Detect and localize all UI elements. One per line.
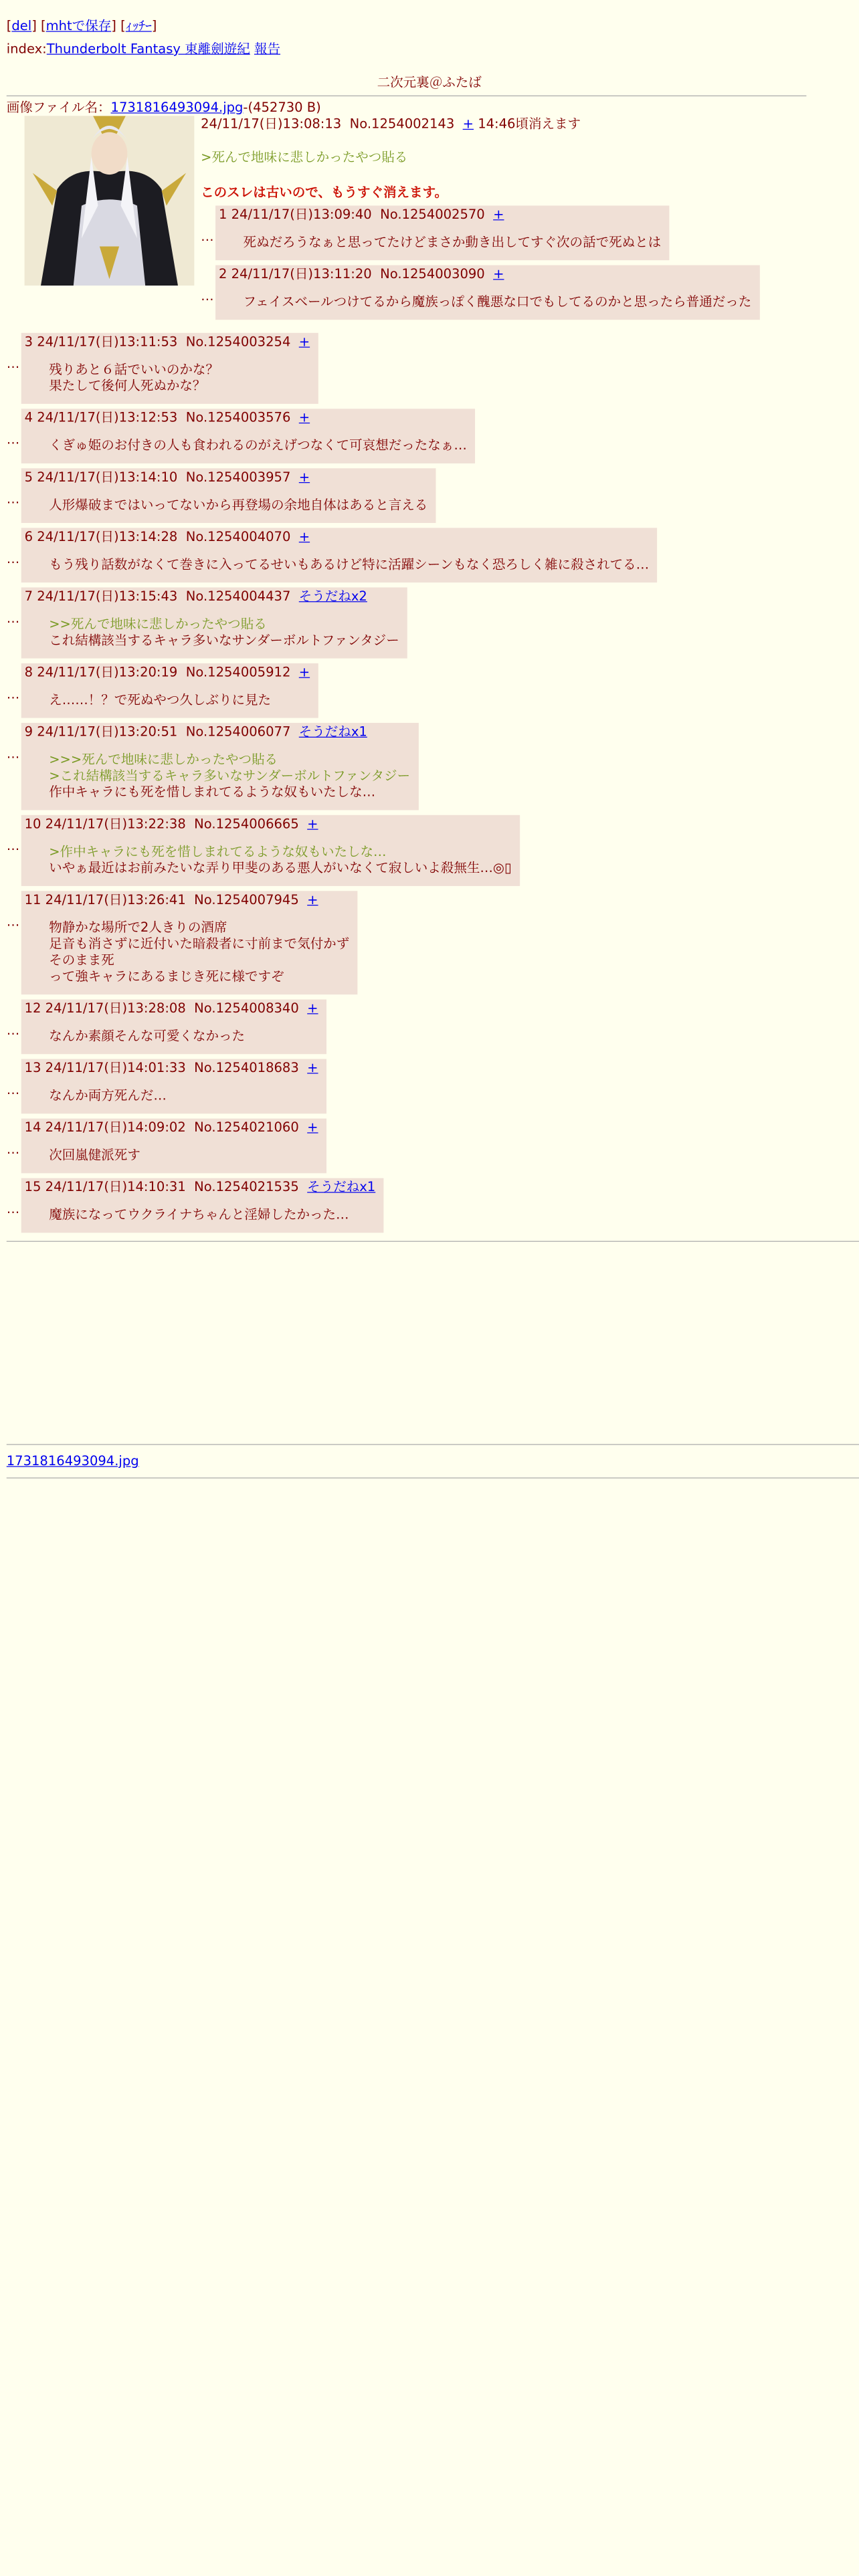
reply-body: [244, 294, 752, 310]
sodane-button[interactable]: +: [307, 891, 318, 907]
reply-body: [49, 920, 349, 985]
reply-row: [201, 205, 852, 260]
reply-post-number: No.1254004437: [185, 588, 291, 604]
reply-post-number: No.1254003254: [185, 333, 291, 350]
reply-number: 11: [24, 891, 41, 907]
reply-body: [49, 1206, 375, 1222]
quote-line: >>>死んで地味に悲しかったやつ貼る: [49, 751, 278, 767]
reply-dots: …: [6, 746, 20, 762]
reply-post-number: No.1254021535: [194, 1178, 299, 1195]
reply-body: [49, 556, 649, 572]
reply-date: 24/11/17(日)14:01:33: [45, 1059, 186, 1075]
sodane-button[interactable]: +: [493, 265, 504, 282]
op-header: [201, 116, 852, 132]
reply-body: [49, 1028, 318, 1044]
reply-header: [25, 1179, 376, 1195]
reply-post-number: No.1254008340: [194, 1000, 299, 1016]
ad-space: [7, 1242, 852, 1436]
reply-header: [25, 724, 410, 740]
reply-number: 10: [24, 816, 41, 832]
sodane-button[interactable]: +: [298, 469, 310, 485]
reply-dots: …: [6, 355, 20, 372]
reply-date: 24/11/17(日)13:28:08: [45, 1000, 186, 1016]
quote-line: >作中キャラにも死を惜しまれてるような奴もいたしな…: [49, 843, 387, 859]
reply-dots: …: [201, 288, 214, 304]
reply-body: [49, 497, 427, 513]
reply-row: [7, 723, 852, 811]
text-line: もう残り話数がなくて巻きに入ってるせいもあるけど特に活躍シーンもなく恐ろしく雑に殺されてる…: [49, 556, 650, 572]
reply-post: [21, 409, 475, 463]
sodane-button[interactable]: +: [298, 528, 310, 544]
sodane-button[interactable]: +: [307, 1059, 318, 1075]
reply-row: [7, 1059, 852, 1114]
reply-post: [21, 723, 419, 811]
reply-post: [21, 587, 407, 658]
text-line: 死ぬだろうなぁと思ってたけどまさか動き出してすぐ次の話で死ぬとは: [243, 234, 662, 250]
reply-dots: …: [6, 686, 20, 702]
reply-row: [7, 663, 852, 718]
reply-body: [49, 752, 410, 800]
reply-post-number: No.1254007945: [194, 891, 299, 907]
reply-date: 24/11/17(日)13:09:40: [231, 206, 372, 222]
file-info: [7, 100, 852, 116]
sodane-button[interactable]: +: [493, 206, 504, 222]
text-line: なんか両方死んだ…: [49, 1087, 167, 1103]
op-sodane-button[interactable]: +: [462, 116, 474, 132]
op-date: 24/11/17(日)13:08:13: [201, 116, 342, 132]
reply-body: [244, 234, 662, 250]
sodane-button[interactable]: +: [307, 816, 318, 832]
quote-line: >これ結構該当するキャラ多いなサンダーボルトファンタジー: [49, 768, 411, 784]
reply-number: 8: [24, 664, 33, 680]
sodane-button[interactable]: +: [307, 1119, 318, 1136]
reply-number: 14: [24, 1119, 41, 1136]
reply-row: [7, 1178, 852, 1233]
reply-date: 24/11/17(日)14:10:31: [45, 1178, 186, 1195]
reply-row: [201, 265, 852, 320]
sodane-button[interactable]: そうだねx2: [298, 588, 367, 604]
tweet-link[interactable]: ｨｯﾁｰ: [125, 17, 152, 34]
reply-header: [25, 1060, 318, 1076]
reply-post-number: No.1254002570: [380, 206, 485, 222]
reply-post: [21, 1000, 326, 1055]
reply-number: 9: [24, 724, 33, 740]
reply-header: [25, 469, 428, 486]
reply-body: [49, 1087, 318, 1103]
reply-dots: …: [201, 228, 214, 244]
text-line: 残りあと６話でいいのかな？: [49, 361, 219, 377]
reply-post: [21, 1059, 326, 1114]
reply-dots: …: [6, 491, 20, 507]
op-number: No.1254002143: [349, 116, 455, 132]
reply-date: 24/11/17(日)13:11:53: [37, 333, 178, 350]
reply-date: 24/11/17(日)14:09:02: [45, 1119, 186, 1136]
text-line: 足音も消さずに近付いた暗殺者に寸前まで気付かず: [49, 936, 350, 952]
reply-header: [25, 1000, 318, 1016]
sodane-button[interactable]: +: [298, 333, 310, 350]
top-nav: [del] [mhtで保存] [ｨｯﾁｰ]: [6, 17, 157, 34]
op-post: [7, 116, 852, 328]
reply-number: 4: [24, 409, 33, 425]
reply-post: [21, 815, 520, 886]
del-link[interactable]: del: [11, 17, 32, 34]
reply-header: [219, 266, 751, 282]
op-side-replies: [201, 205, 852, 320]
text-line: 果たして後何人死ぬかな？: [49, 377, 206, 394]
reply-header: [25, 1119, 318, 1136]
reply-date: 24/11/17(日)13:20:51: [37, 724, 178, 740]
op-quote: >死んで地味に悲しかったやつ貼る: [201, 149, 408, 165]
text-line: 魔族になってウクライナちゃんと淫婦したかった…: [49, 1206, 349, 1222]
reply-number: 12: [24, 1000, 41, 1016]
reply-row: [7, 333, 852, 404]
reply-list: [7, 333, 852, 1233]
reply-body: [49, 361, 310, 394]
op-body: [201, 116, 852, 320]
reply-post-number: No.1254018683: [194, 1059, 299, 1075]
reply-post: [215, 205, 669, 260]
reply-dots: …: [6, 1141, 20, 1157]
text-line: 人形爆破まではいってないから再登場の余地自体はあると言える: [49, 496, 428, 513]
file-size: -(452730 B): [243, 99, 321, 116]
character-image-icon: [25, 116, 195, 286]
text-line: これ結構該当するキャラ多いなサンダーボルトファンタジー: [49, 632, 399, 648]
reply-post-number: No.1254003090: [380, 265, 485, 282]
sodane-button[interactable]: +: [298, 409, 310, 425]
text-line: え……！？で死ぬやつ久しぶりに見た: [49, 691, 272, 708]
reply-header: [25, 409, 467, 425]
reply-row: [7, 468, 852, 523]
op-expire: 14:46頃消えます: [478, 116, 581, 132]
reply-row: [7, 409, 852, 463]
text-line: いやぁ最近はお前みたいな弄り甲斐のある悪人がいなくて寂しいよ殺無生…◎▯: [49, 859, 512, 876]
reply-body: [49, 1147, 318, 1163]
reply-post-number: No.1254006077: [185, 724, 291, 740]
reply-post-number: No.1254003957: [185, 469, 291, 485]
board-title: 二次元裏＠ふたば: [377, 74, 482, 90]
reply-header: [219, 207, 661, 223]
reply-body: [49, 692, 310, 708]
index-label: index:: [6, 41, 47, 57]
reply-post: [21, 528, 658, 582]
reply-dots: …: [6, 610, 20, 626]
reply-date: 24/11/17(日)13:12:53: [37, 409, 178, 425]
reply-row: [7, 891, 852, 994]
reply-post: [21, 1178, 384, 1233]
footer-divider-3: [7, 1477, 859, 1478]
reply-date: 24/11/17(日)13:14:10: [37, 469, 178, 485]
reply-dots: …: [6, 1200, 20, 1217]
reply-post-number: No.1254003576: [185, 409, 291, 425]
text-line: そのまま死: [49, 952, 114, 968]
sodane-button[interactable]: そうだねx1: [307, 1178, 376, 1195]
text-line: くぎゅ姫のお付きの人も食われるのがえげつなくて可哀想だったなぁ…: [49, 437, 467, 453]
reply-header: [25, 529, 650, 545]
index-thread-link[interactable]: Thunderbolt Fantasy 東離劍遊紀: [46, 41, 250, 57]
reply-date: 24/11/17(日)13:15:43: [37, 588, 178, 604]
reply-header: [25, 816, 512, 832]
reply-row: [7, 1119, 852, 1174]
footer-file: [7, 1453, 852, 1469]
reply-number: 6: [24, 528, 33, 544]
reply-row: [7, 1000, 852, 1055]
reply-number: 3: [24, 333, 33, 350]
reply-post: [21, 891, 358, 994]
reply-post: [21, 468, 436, 523]
file-link[interactable]: 1731816493094.jpg: [110, 99, 244, 116]
reply-post: [21, 333, 318, 404]
reply-post-number: No.1254006665: [194, 816, 299, 832]
reply-date: 24/11/17(日)13:20:19: [37, 664, 178, 680]
reply-post-number: No.1254021060: [194, 1119, 299, 1136]
reply-date: 24/11/17(日)13:11:20: [231, 265, 372, 282]
reply-post: [215, 265, 759, 320]
reply-row: [7, 815, 852, 886]
sodane-button[interactable]: +: [298, 664, 310, 680]
reply-number: 5: [24, 469, 33, 485]
reply-post-number: No.1254004070: [185, 528, 291, 544]
reply-header: [25, 588, 399, 605]
text-line: 作中キャラにも死を惜しまれてるような奴もいたしな…: [49, 784, 376, 800]
reply-row: [7, 528, 852, 582]
reply-dots: …: [6, 914, 20, 930]
reply-header: [25, 891, 350, 907]
reply-dots: …: [6, 431, 20, 447]
text-line: って強キャラにあるまじき死に様ですぞ: [49, 968, 284, 984]
reply-number: 2: [218, 265, 227, 282]
reply-header: [25, 664, 310, 680]
reply-number: 13: [24, 1059, 41, 1075]
reply-post: [21, 1119, 326, 1174]
reply-post-number: No.1254005912: [185, 664, 291, 680]
index-line: [7, 41, 852, 57]
reply-date: 24/11/17(日)13:14:28: [37, 528, 178, 544]
text-line: なんか素顔そんな可愛くなかった: [49, 1028, 246, 1044]
reply-number: 1: [218, 206, 227, 222]
reply-date: 24/11/17(日)13:26:41: [45, 891, 186, 907]
reply-dots: …: [6, 550, 20, 566]
reply-number: 15: [24, 1178, 41, 1195]
reply-body: [49, 437, 467, 453]
text-line: 物静かな場所で2人きりの酒席: [49, 919, 227, 936]
save-mht-link[interactable]: mhtで保存: [45, 17, 112, 34]
sodane-button[interactable]: そうだねx1: [298, 724, 367, 740]
reply-dots: …: [6, 1022, 20, 1038]
reply-row: [7, 587, 852, 658]
file-label: 画像ファイル名：: [6, 99, 111, 116]
op-thumbnail[interactable]: [25, 116, 195, 286]
reply-post: [21, 663, 318, 718]
report-link[interactable]: 報告: [254, 41, 281, 57]
quote-line: >>死んで地味に悲しかったやつ貼る: [49, 616, 267, 632]
reply-date: 24/11/17(日)13:22:38: [45, 816, 186, 832]
reply-body: [49, 843, 511, 876]
footer-file-link[interactable]: 1731816493094.jpg: [6, 1453, 139, 1469]
text-line: 次回嵐健派死す: [49, 1147, 140, 1163]
reply-dots: …: [6, 1081, 20, 1097]
reply-body: [49, 616, 399, 649]
sodane-button[interactable]: +: [307, 1000, 318, 1016]
text-line: フェイスベールつけてるから魔族っぽく醜悪な口でもしてるのかと思ったら普通だった: [243, 294, 752, 310]
reply-number: 7: [24, 588, 33, 604]
expire-warning: このスレは古いので、もうすぐ消えます。: [201, 184, 448, 200]
reply-header: [25, 334, 310, 350]
reply-dots: …: [6, 837, 20, 854]
